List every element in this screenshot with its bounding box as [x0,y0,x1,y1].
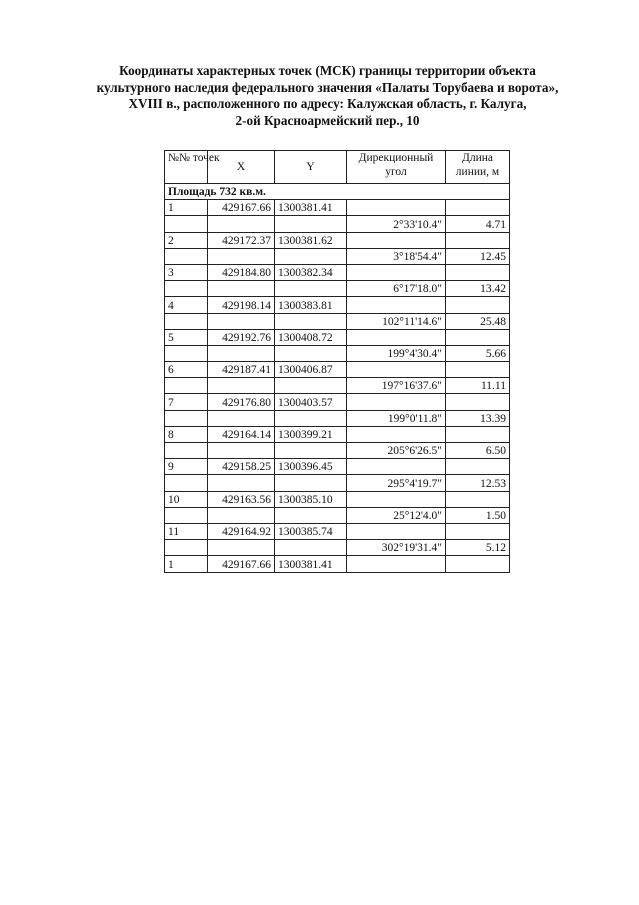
direction-angle-cell: 102°11'14.6" [347,313,446,329]
direction-angle-cell [347,491,446,507]
point-row [165,297,510,313]
x-coordinate-cell [208,540,275,556]
title-line-2: культурного наследия федерального значения «Палаты Торубаева и ворота», [96,79,559,95]
line-length-cell: 13.42 [446,281,510,297]
line-length-cell [446,426,510,442]
y-coordinate-cell: 1300399.21 [275,426,347,442]
x-coordinate-cell [208,378,275,394]
point-number-cell [165,248,208,264]
x-coordinate-cell: 429187.41 [208,362,275,378]
point-number-cell: 3 [165,264,208,280]
point-number-cell: 1 [165,200,208,216]
line-length-cell: 5.12 [446,540,510,556]
segment-row [165,216,510,232]
direction-angle-cell: 295°4'19.7" [347,475,446,491]
area-label: Площадь 732 кв.м. [165,184,510,200]
y-coordinate-cell: 1300396.45 [275,459,347,475]
line-length-cell [446,556,510,572]
y-coordinate-cell: 1300381.62 [275,232,347,248]
header-direction-angle: Дирекционный угол [347,151,446,184]
point-number-cell: 8 [165,426,208,442]
y-coordinate-cell: 1300403.57 [275,394,347,410]
point-row [165,394,510,410]
direction-angle-cell [347,297,446,313]
x-coordinate-cell: 429172.37 [208,232,275,248]
direction-angle-cell [347,394,446,410]
y-coordinate-cell [275,475,347,491]
direction-angle-cell [347,200,446,216]
line-length-cell [446,232,510,248]
segment-row [165,540,510,556]
point-number-cell: 10 [165,491,208,507]
point-row [165,491,510,507]
x-coordinate-cell [208,410,275,426]
direction-angle-cell: 197°16'37.6" [347,378,446,394]
y-coordinate-cell [275,313,347,329]
direction-angle-cell: 6°17'18.0" [347,281,446,297]
point-number-cell [165,540,208,556]
y-coordinate-cell: 1300406.87 [275,362,347,378]
point-row [165,556,510,572]
title-line-1: Координаты характерных точек (МСК) границы территории объекта [119,63,536,78]
y-coordinate-cell [275,507,347,523]
y-coordinate-cell: 1300408.72 [275,329,347,345]
segment-row [165,507,510,523]
point-number-cell [165,507,208,523]
direction-angle-cell [347,232,446,248]
line-length-cell: 1.50 [446,507,510,523]
y-coordinate-cell: 1300381.41 [275,200,347,216]
header-x: X [208,151,275,184]
y-coordinate-cell: 1300385.10 [275,491,347,507]
line-length-cell: 13.39 [446,410,510,426]
point-number-cell: 9 [165,459,208,475]
point-number-cell: 2 [165,232,208,248]
point-number-cell [165,410,208,426]
y-coordinate-cell: 1300381.41 [275,556,347,572]
line-length-cell [446,329,510,345]
x-coordinate-cell [208,216,275,232]
y-coordinate-cell [275,540,347,556]
direction-angle-cell: 205°6'26.5" [347,443,446,459]
y-coordinate-cell [275,281,347,297]
segment-row [165,475,510,491]
line-length-cell: 4.71 [446,216,510,232]
segment-row [165,248,510,264]
point-number-cell [165,281,208,297]
segment-row [165,281,510,297]
x-coordinate-cell: 429164.14 [208,426,275,442]
x-coordinate-cell [208,248,275,264]
line-length-cell [446,523,510,539]
point-number-cell [165,443,208,459]
direction-angle-cell [347,426,446,442]
point-number-cell [165,378,208,394]
x-coordinate-cell [208,443,275,459]
coordinates-table [164,150,510,573]
direction-angle-cell [347,459,446,475]
point-row [165,232,510,248]
point-number-cell: 11 [165,523,208,539]
direction-angle-cell: 199°4'30.4" [347,345,446,361]
direction-angle-cell [347,362,446,378]
x-coordinate-cell [208,475,275,491]
point-number-cell [165,475,208,491]
x-coordinate-cell [208,313,275,329]
direction-angle-cell: 3°18'54.4" [347,248,446,264]
line-length-cell: 6.50 [446,443,510,459]
x-coordinate-cell: 429167.66 [208,200,275,216]
point-number-cell: 5 [165,329,208,345]
point-row [165,426,510,442]
x-coordinate-cell: 429158.25 [208,459,275,475]
line-length-cell: 12.45 [446,248,510,264]
x-coordinate-cell [208,345,275,361]
header-point-number: №№ точек [165,151,208,184]
line-length-cell [446,297,510,313]
y-coordinate-cell [275,216,347,232]
header-line-length: Длина линии, м [446,151,510,184]
area-row [165,184,510,200]
x-coordinate-cell [208,281,275,297]
direction-angle-cell: 199°0'11.8" [347,410,446,426]
point-number-cell: 4 [165,297,208,313]
y-coordinate-cell: 1300385.74 [275,523,347,539]
direction-angle-cell: 2°33'10.4" [347,216,446,232]
point-row [165,459,510,475]
line-length-cell: 12.53 [446,475,510,491]
document-title [60,63,595,129]
direction-angle-cell [347,556,446,572]
segment-row [165,313,510,329]
y-coordinate-cell: 1300383.81 [275,297,347,313]
direction-angle-cell [347,264,446,280]
point-row [165,523,510,539]
x-coordinate-cell: 429176.80 [208,394,275,410]
line-length-cell [446,394,510,410]
direction-angle-cell [347,523,446,539]
table-header-row [165,151,510,184]
y-coordinate-cell [275,443,347,459]
line-length-cell: 11.11 [446,378,510,394]
x-coordinate-cell: 429192.76 [208,329,275,345]
line-length-cell [446,459,510,475]
header-y: Y [275,151,347,184]
line-length-cell [446,362,510,378]
x-coordinate-cell [208,507,275,523]
point-number-cell: 7 [165,394,208,410]
point-row [165,264,510,280]
x-coordinate-cell: 429198.14 [208,297,275,313]
segment-row [165,410,510,426]
point-row [165,362,510,378]
point-row [165,329,510,345]
line-length-cell [446,264,510,280]
line-length-cell [446,491,510,507]
x-coordinate-cell: 429164.92 [208,523,275,539]
title-line-4: 2-ой Красноармейский пер., 10 [235,112,420,128]
point-row [165,200,510,216]
x-coordinate-cell: 429167.66 [208,556,275,572]
segment-row [165,345,510,361]
point-number-cell [165,313,208,329]
y-coordinate-cell: 1300382.34 [275,264,347,280]
direction-angle-cell: 25°12'4.0" [347,507,446,523]
direction-angle-cell [347,329,446,345]
y-coordinate-cell [275,248,347,264]
line-length-cell: 5.66 [446,345,510,361]
segment-row [165,443,510,459]
y-coordinate-cell [275,378,347,394]
title-line-3: XVIII в., расположенного по адресу: Калужская область, г. Калуга, [128,96,527,111]
point-number-cell: 6 [165,362,208,378]
y-coordinate-cell [275,345,347,361]
point-number-cell [165,345,208,361]
line-length-cell: 25.48 [446,313,510,329]
line-length-cell [446,200,510,216]
y-coordinate-cell [275,410,347,426]
x-coordinate-cell: 429184.80 [208,264,275,280]
x-coordinate-cell: 429163.56 [208,491,275,507]
point-number-cell: 1 [165,556,208,572]
direction-angle-cell: 302°19'31.4" [347,540,446,556]
segment-row [165,378,510,394]
point-number-cell [165,216,208,232]
